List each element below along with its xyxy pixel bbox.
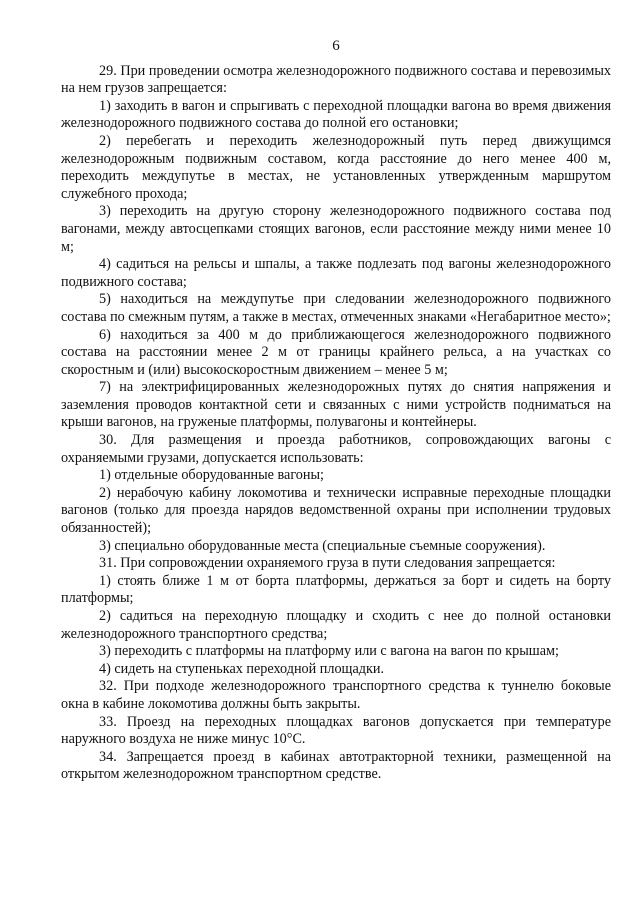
- paragraph-31-item-1: 1) стоять ближе 1 м от борта платформы, держаться за борт и сидеть на борту платформы;: [61, 572, 611, 607]
- paragraph-33: 33. Проезд на переходных площадках вагонов допускается при температуре наружного воздуха не ниже минус 10°С.: [61, 713, 611, 748]
- paragraph-30-item-3: 3) специально оборудованные места (специальные съемные сооружения).: [99, 537, 546, 554]
- page-number: 6: [332, 38, 340, 54]
- paragraph-34: 34. Запрещается проезд в кабинах автотракторной техники, размещенной на открытом железнодорожном транспортном средстве.: [61, 748, 611, 783]
- paragraph-29-item-4: 4) садиться на рельсы и шпалы, а также подлезать под вагоны железнодорожного подвижного состава;: [61, 256, 611, 290]
- paragraph-29-item-5: 5) находиться на междупутье при следовании железнодорожного подвижного состава по смежным путям, а также в местах, отмеченных знаками «Негабаритное место»;: [61, 291, 611, 325]
- paragraph-31: 31. При сопровождении охраняемого груза в пути следования запрещается:: [99, 555, 556, 572]
- paragraph-31-item-4: 4) сидеть на ступеньках переходной площадки.: [99, 660, 385, 677]
- document-page: [61, 38, 611, 784]
- paragraph-29-item-7: 7) на электрифицированных железнодорожных путях до снятия напряжения и заземления проводов контактной сети и связанных с ними устройств подниматься на крыши вагонов, на груженые платформы, полувагоны и контейнеры.: [61, 379, 611, 431]
- paragraph-32: 32. При подходе железнодорожного транспортного средства к туннелю боковые окна в кабине локомотива должны быть закрыты.: [61, 678, 611, 712]
- paragraph-29-item-2: 2) перебегать и переходить железнодорожный путь перед движущимся железнодорожным подвижным составом, когда расстояние до него менее 400 м, переходить междупутье в местах, не установленных утвержденным маршрутом служебного прохода;: [61, 132, 611, 202]
- paragraph-31-item-2: 2) садиться на переходную площадку и сходить с нее до полной остановки железнодорожного транспортного средства;: [61, 608, 611, 642]
- paragraph-30-item-1: 1) отдельные оборудованные вагоны;: [99, 467, 324, 484]
- paragraph-29-item-6: 6) находиться за 400 м до приближающегося железнодорожного подвижного состава на расстоянии менее 2 м от границы крайнего рельса, а на участках со скоростным и (или) высокоскоростным движением – менее 5 м;: [61, 326, 611, 378]
- paragraph-30: 30. Для размещения и проезда работников, сопровождающих вагоны с охраняемыми грузами, допускается использовать:: [61, 432, 611, 466]
- paragraph-31-item-3: 3) переходить с платформы на платформу или с вагона на вагон по крышам;: [99, 643, 559, 660]
- paragraph-29-item-1: 1) заходить в вагон и спрыгивать с переходной площадки вагона во время движения железнодорожного подвижного состава до полной его остановки;: [61, 97, 611, 132]
- paragraph-29-item-3: 3) переходить на другую сторону железнодорожного подвижного состава под вагонами, между автосцепками стоящих вагонов, если расстояние между ними менее 10 м;: [61, 203, 611, 255]
- paragraph-29: 29. При проведении осмотра железнодорожного подвижного состава и перевозимых на нем грузов запрещается:: [61, 62, 611, 97]
- paragraph-30-item-2: 2) нерабочую кабину локомотива и технически исправные переходные площадки вагонов (только для проезда нарядов ведомственной охраны при исполнении трудовых обязанностей);: [61, 484, 611, 537]
